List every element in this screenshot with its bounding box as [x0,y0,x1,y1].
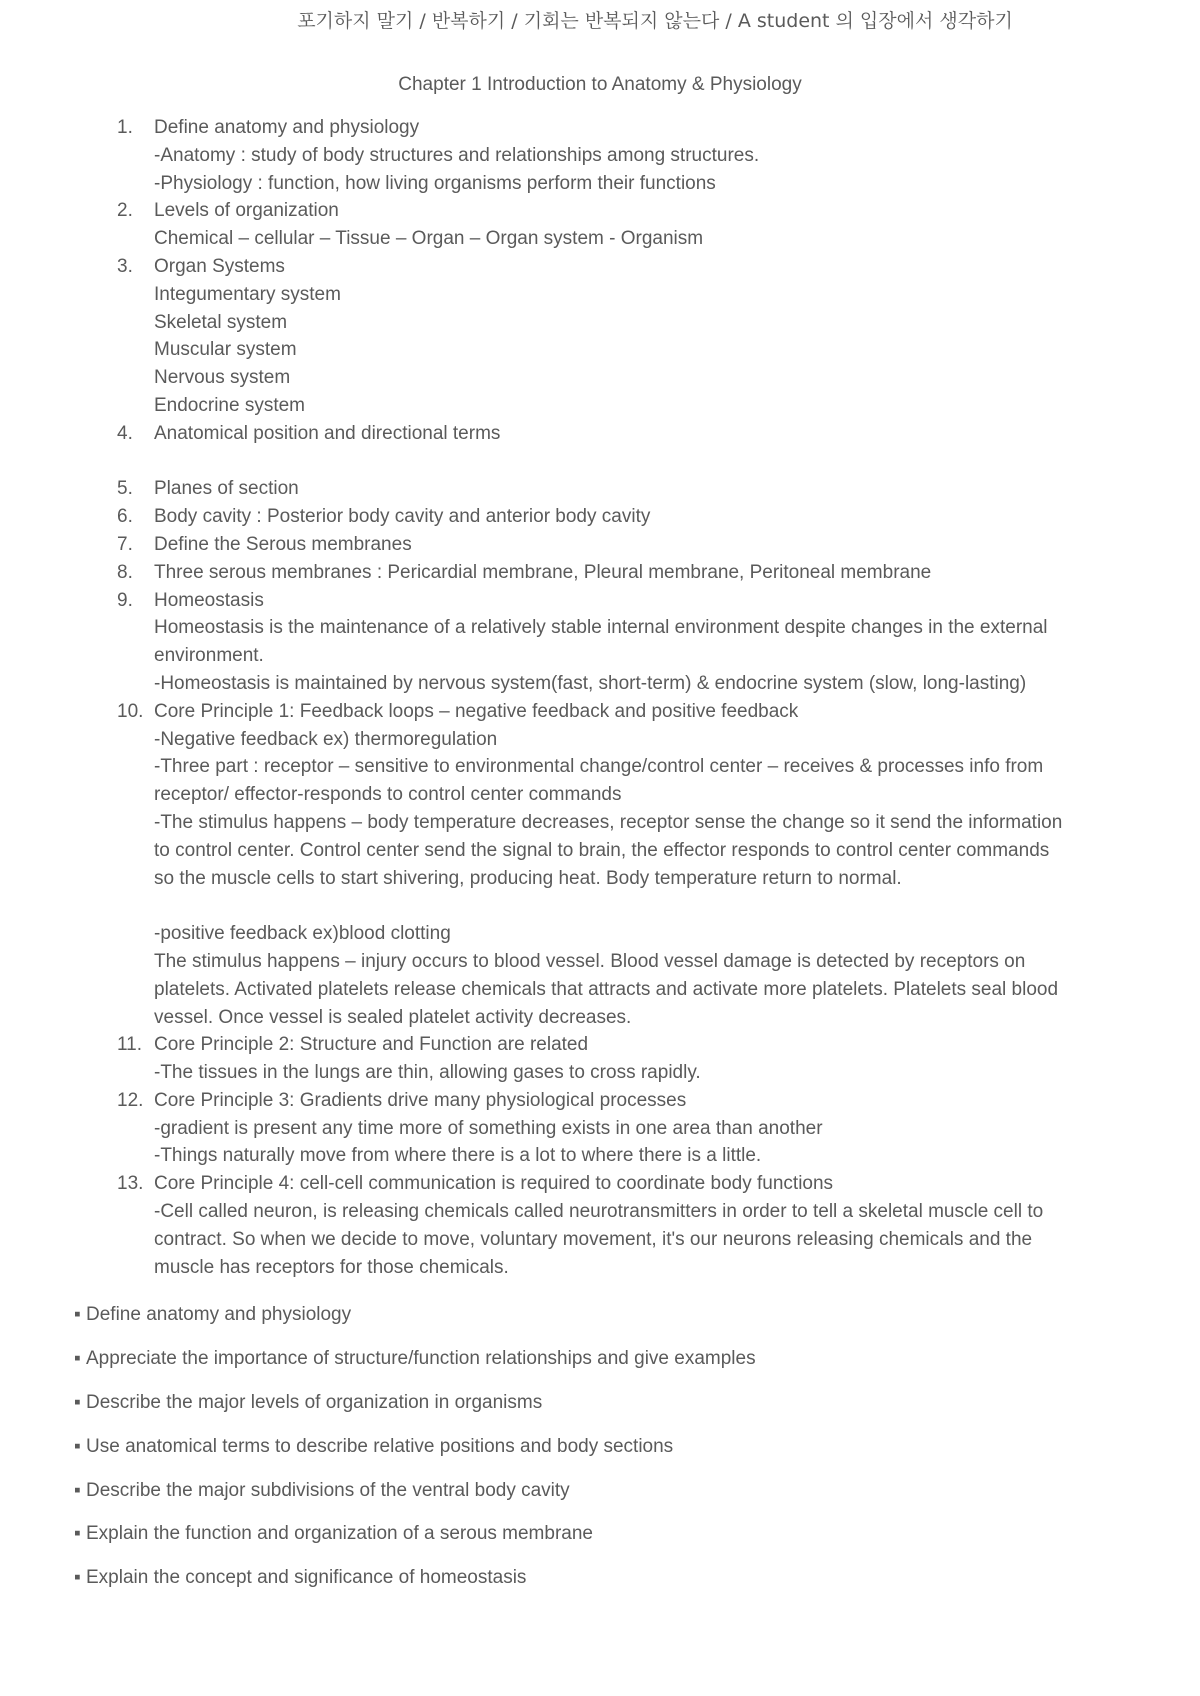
outline-item-line: -Homeostasis is maintained by nervous system(fast, short-term) & endocrine system (slow, long-lasting) [154,672,1027,694]
bullet-square-icon: ▪ [74,1304,81,1325]
outline-item-number: 13. [117,1173,144,1195]
bullet-square-icon: ▪ [74,1567,81,1589]
outline-item-heading: Homeostasis [154,589,264,611]
learning-objective-text: Use anatomical terms to describe relative positions and body sections [86,1435,674,1457]
outline-item [0,587,1200,698]
outline-item-number: 12. [117,1089,144,1111]
bullet-square-icon: ▪ [74,1479,81,1501]
outline-item [0,197,1200,253]
outline-item-heading: Anatomical position and directional terms [154,422,501,444]
learning-objective-text: Explain the concept and significance of homeostasis [86,1567,527,1589]
learning-objective [0,1478,1200,1522]
learning-objective-text: Describe the major levels of organization in organisms [86,1391,543,1413]
learning-objective [0,1434,1200,1478]
outline-item-number: 6. [117,506,133,528]
outline-item-heading: Core Principle 1: Feedback loops – negative feedback and positive feedback [154,700,799,722]
outline-item-line: Homeostasis is the maintenance of a relatively stable internal environment despite changes in the external [154,617,1048,639]
outline-item-heading: Core Principle 3: Gradients drive many physiological processes [154,1089,687,1111]
outline-item [0,1031,1200,1087]
outline-item-heading: Planes of section [154,478,299,500]
outline-item [0,1170,1200,1281]
outline-item-line: -The stimulus happens – body temperature decreases, receptor sense the change so it send the information [154,811,1063,833]
outline-item-line: so the muscle cells to start shivering, producing heat. Body temperature return to normal. [154,867,902,889]
page-header: 포기하지 말기 / 반복하기 / 기회는 반복되지 않는다 / A student 의 입장에서 생각하기 [297,10,1013,32]
outline-item-number: 10. [117,700,144,722]
outline-item-line: -gradient is present any time more of something exists in one area than another [154,1117,823,1139]
outline-item-heading: Three serous membranes : Pericardial membrane, Pleural membrane, Peritoneal membrane [154,561,932,583]
learning-objective [0,1390,1200,1434]
outline-item-number: 7. [117,533,133,555]
bullet-square-icon: ▪ [74,1523,81,1545]
outline-item-heading: Body cavity : Posterior body cavity and anterior body cavity [154,506,651,528]
outline-item-number: 11. [117,1034,143,1056]
outline-item-heading: Core Principle 2: Structure and Function are related [154,1034,589,1056]
outline-item-line: environment. [154,645,264,667]
outline-item-line: to control center. Control center send the signal to brain, the effector responds to control center commands [154,839,1050,861]
outline-item [0,420,1200,448]
outline-item-number: 4. [117,422,133,444]
learning-objective-text: Describe the major subdivisions of the ventral body cavity [86,1479,570,1501]
outline-item-line: Endocrine system [154,394,306,416]
outline-item-line: -The tissues in the lungs are thin, allowing gases to cross rapidly. [154,1062,701,1084]
outline-item-number: 8. [117,561,133,583]
outline-item-line: -Negative feedback ex) thermoregulation [154,728,498,750]
outline-item-line: vessel. Once vessel is sealed platelet activity decreases. [154,1006,632,1028]
outline-item-heading: Define the Serous membranes [154,533,412,555]
outline-item-number: 3. [117,255,133,277]
outline-item-line: receptor/ effector-responds to control center commands [154,784,622,806]
bullet-square-icon: ▪ [74,1391,81,1413]
bullet-square-icon: ▪ [74,1435,81,1457]
outline-spacer [0,448,1200,476]
outline-item-heading: Define anatomy and physiology [154,117,420,138]
outline-item-heading: Core Principle 4: cell-cell communication is required to coordinate body functions [154,1173,834,1195]
outline-item-line: Nervous system [154,367,291,389]
outline-item-line: -Three part : receptor – sensitive to environmental change/control center – receives & processes info from [154,756,1044,778]
outline-item-heading: Organ Systems [154,255,285,277]
outline-item-line: Skeletal system [154,311,288,333]
outline-item-line: -Things naturally move from where there is a lot to where there is a little. [154,1145,762,1167]
outline-item-heading: Levels of organization [154,200,339,222]
learning-objective-text: Explain the function and organization of a serous membrane [86,1523,593,1545]
learning-objective [0,1302,1200,1346]
outline-item [0,475,1200,503]
outline-item-line: muscle has receptors for those chemicals. [154,1256,509,1278]
learning-objectives-list [0,1302,1200,1609]
chapter-title: Chapter 1 Introduction to Anatomy & Physiology [398,74,802,95]
outline-item-number: 9. [117,589,133,611]
learning-objective [0,1346,1200,1390]
outline-item [0,114,1200,197]
outline-item-line: -Cell called neuron, is releasing chemicals called neurotransmitters in order to tell a skeletal muscle cell to [154,1201,1044,1223]
outline-item-line: -Physiology : function, how living organisms perform their functions [154,172,716,194]
learning-objective [0,1521,1200,1565]
outline-item-number: 5. [117,478,133,500]
outline-item [0,698,1200,1032]
outline-item [0,503,1200,531]
outline-item-number: 2. [117,200,133,222]
bullet-square-icon: ▪ [74,1347,81,1369]
numbered-outline [0,114,1200,1281]
outline-item-line: Muscular system [154,339,297,361]
learning-objective [0,1565,1200,1609]
outline-item-line: The stimulus happens – injury occurs to blood vessel. Blood vessel damage is detected by receptors on [154,950,1026,972]
outline-item [0,1087,1200,1170]
outline-item-line [154,892,1130,920]
learning-objective-text: Appreciate the importance of structure/function relationships and give examples [86,1347,756,1369]
outline-item [0,559,1200,587]
outline-item-line: contract. So when we decide to move, voluntary movement, it's our neurons releasing chemicals and the [154,1228,1033,1250]
outline-item-line: platelets. Activated platelets release chemicals that attracts and activate more platelets. Platelets seal blood [154,978,1059,1000]
learning-objective-text: Define anatomy and physiology [86,1304,352,1325]
outline-item-line: -positive feedback ex)blood clotting [154,923,451,945]
outline-item-line: Chemical – cellular – Tissue – Organ – Organ system - Organism [154,228,704,250]
outline-item-line: Integumentary system [154,283,341,305]
outline-item [0,531,1200,559]
outline-item-number: 1. [117,117,133,138]
outline-item-line: -Anatomy : study of body structures and relationships among structures. [154,144,760,166]
outline-item [0,253,1200,420]
